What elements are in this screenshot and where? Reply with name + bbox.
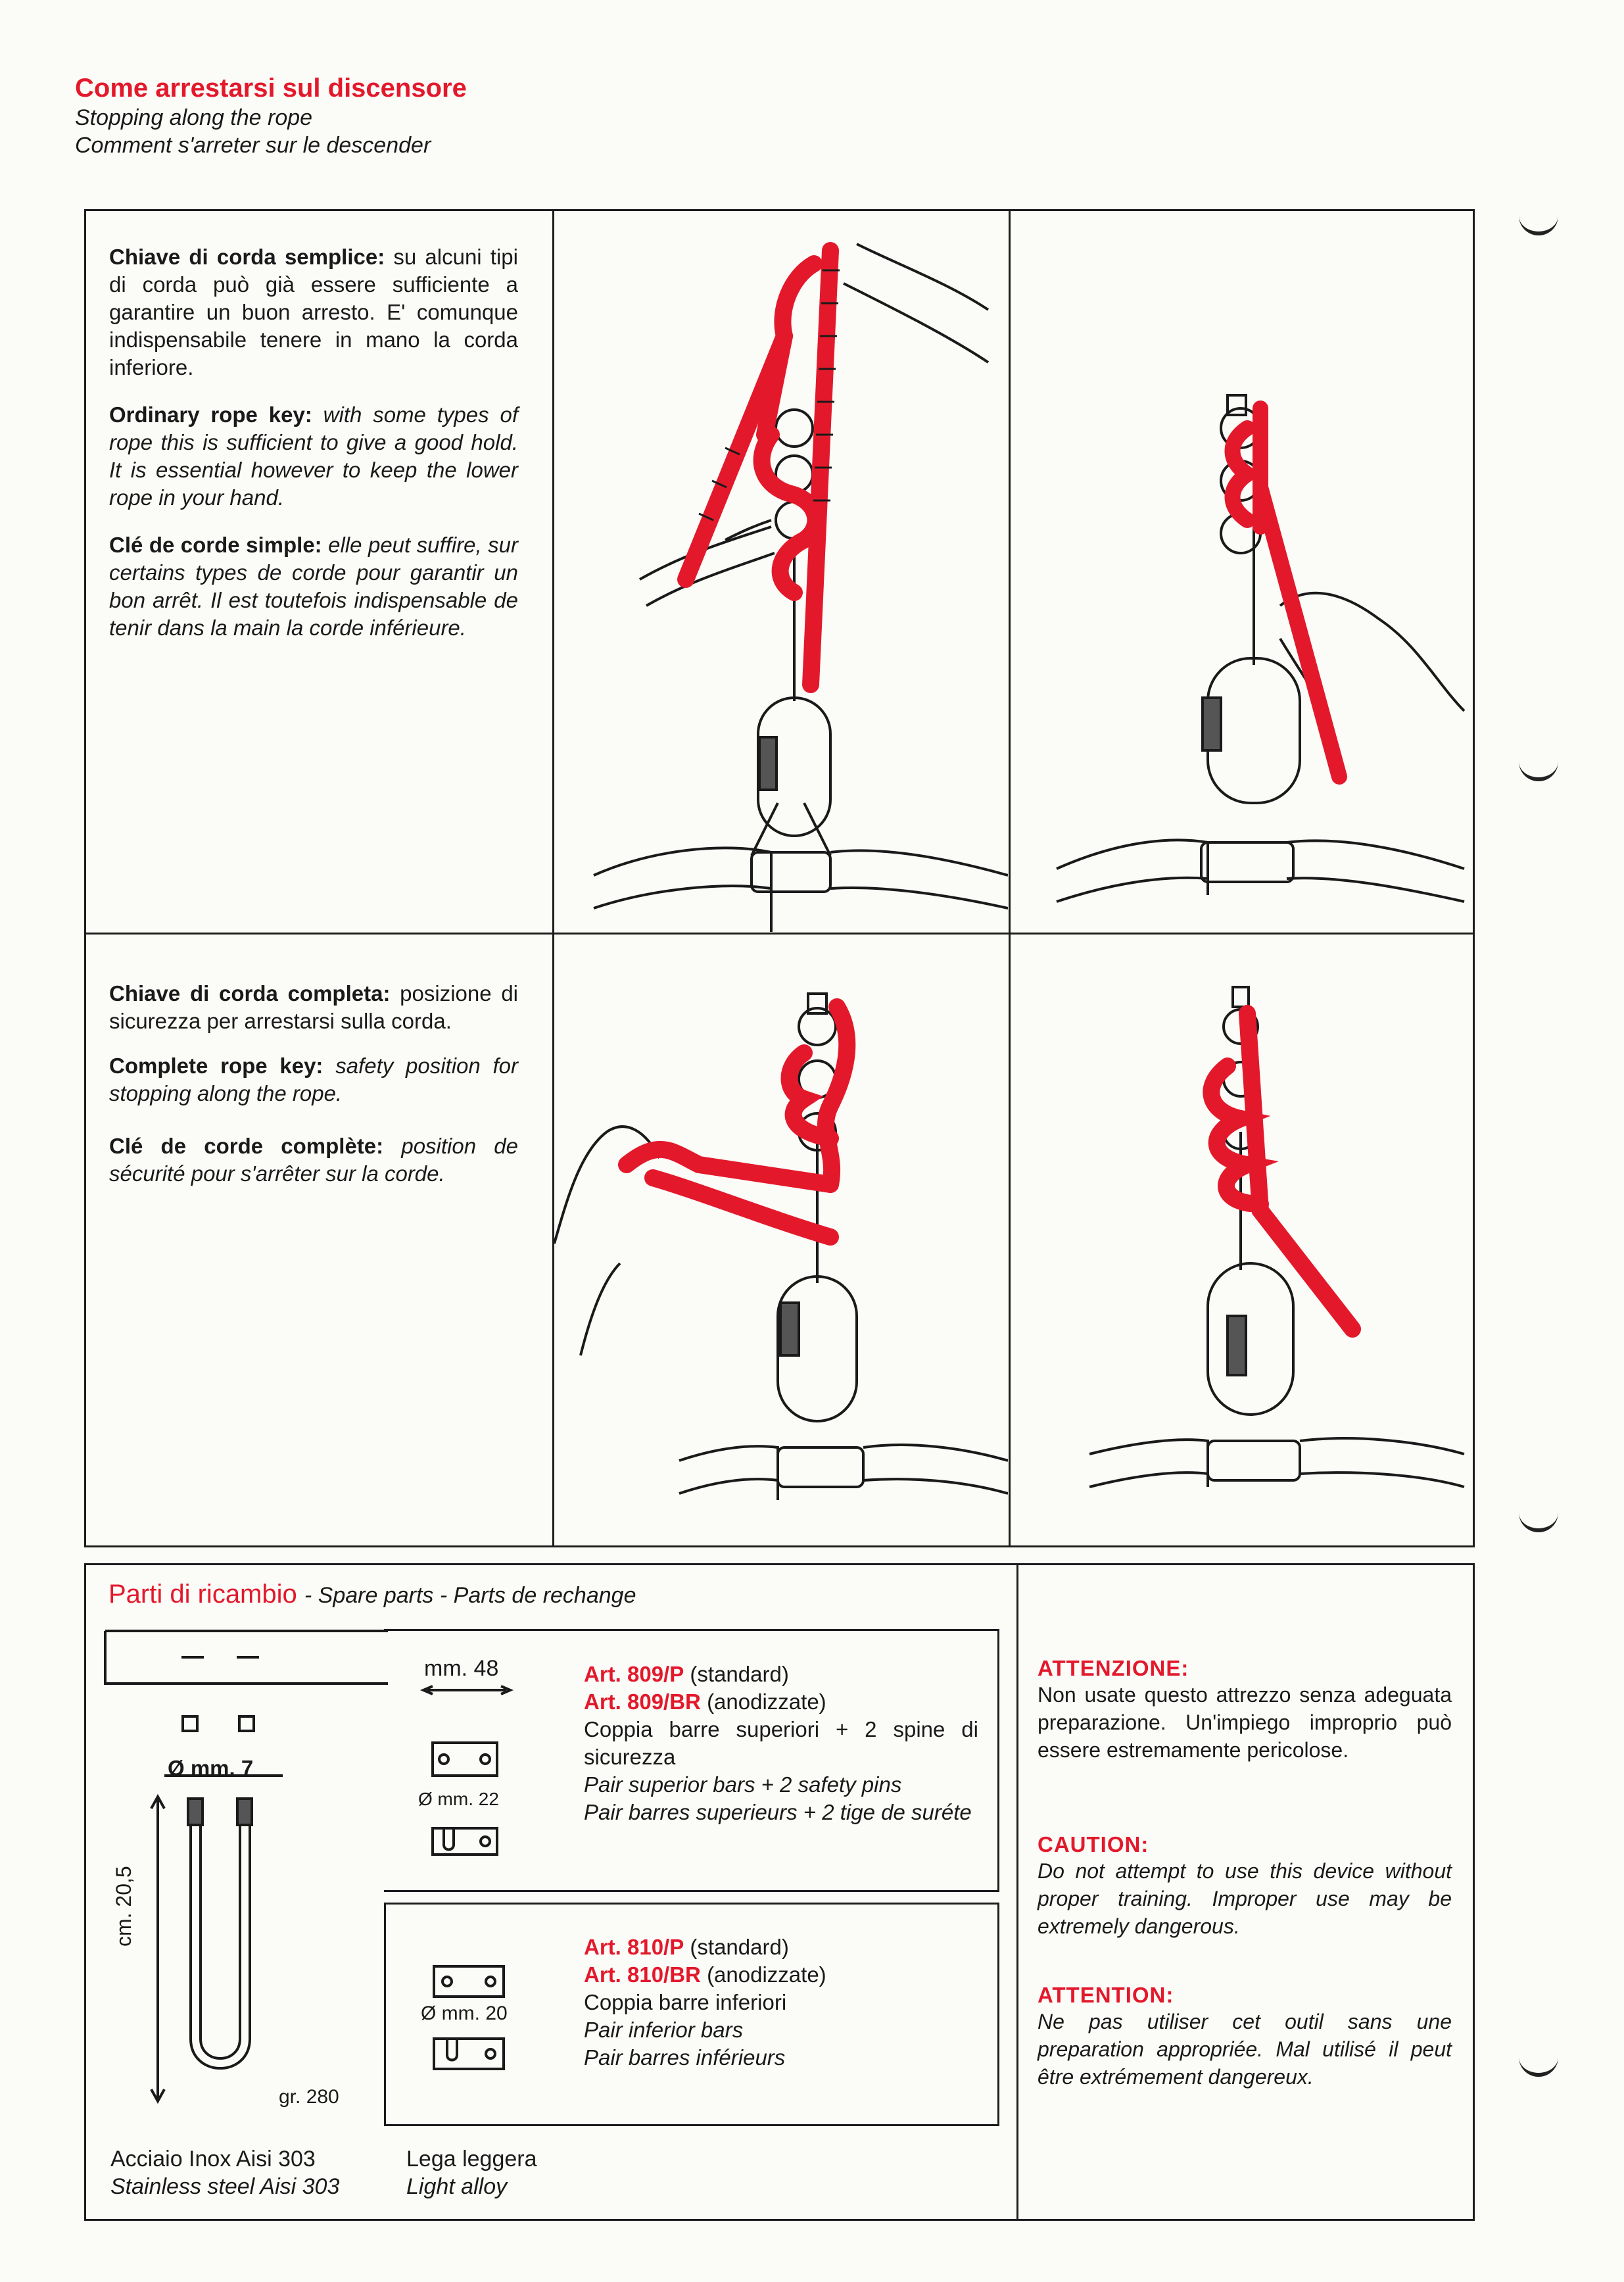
warning-en: CAUTION: Do not attempt to use this device without proper training. Improper use may be extremely dangerous. [1038, 1832, 1452, 1938]
upper-bar-drawing [414, 1684, 519, 1868]
bar-diameter-label: Ø mm. 7 [168, 1756, 254, 1780]
illustration-simple-key-side [1011, 211, 1473, 932]
punch-hole [1519, 755, 1558, 781]
illustration-simple-key-front [554, 211, 1008, 932]
top-width-label: mm. 48 [424, 1656, 499, 1681]
section1-it: Chiave di corda semplice: su alcuni tipi di corda può già essere sufficiente a garantire un buon arresto. E' comunque indispensabile tenere in mano la corda inferiore. [109, 245, 518, 379]
section1-fr: Clé de corde simple: elle peut suffire, sur certains types de corde pour garantir un bon arrêt. Il est toutefois indispensable de tenir dans la main la corde inférieure. [109, 533, 518, 640]
warning-fr: ATTENTION: Ne pas utiliser cet outil sans une preparation appropriée. Mal utilisé il peut être extrémement dangereux. [1038, 1983, 1452, 2089]
warning-it: ATTENZIONE: Non usate questo attrezzo senza adeguata preparazione. Un'impiego improprio può essere estremamente pericolose. [1038, 1656, 1452, 1762]
section2-fr: Clé de corde complète: position de sécurité pour s'arrêter sur la corde. [109, 1134, 518, 1186]
article-810-text: Art. 810/P (standard) Art. 810/BR (anodizzate) Coppia barre inferiori Pair inferior bars Pair barres inférieurs [584, 1935, 826, 2070]
top-diameter-label: Ø mm. 22 [418, 1789, 499, 1809]
bar-length-label: cm. 20,5 [112, 1866, 135, 1947]
spare-parts-heading: Parti di ricambio - Spare parts - Parts de rechange [108, 1580, 636, 1609]
lower-bar-drawing [427, 1953, 519, 2098]
page-subtitle-en: Stopping along the rope [75, 105, 313, 130]
illustration-complete-key-side [1011, 935, 1473, 1546]
illustration-complete-key-front [554, 935, 1008, 1546]
punch-hole [1519, 2051, 1558, 2077]
section2-en: Complete rope key: safety position for stopping along the rope. [109, 1054, 519, 1105]
material-alloy: Lega leggera Light alloy [406, 2147, 537, 2199]
section2-it: Chiave di corda completa: posizione di sicurezza per arrestarsi sulla corda. [109, 981, 519, 1033]
article-809-text: Art. 809/P (standard) Art. 809/BR (anodizzate) Coppia barre superiori + 2 spine di sicurezza Pair superior bars + 2 safety pins Pair barres superieurs + 2 tige de suréte [584, 1662, 978, 1824]
low-diameter-label: Ø mm. 20 [421, 2003, 508, 2024]
material-steel: Acciaio Inox Aisi 303 Stainless steel Aisi 303 [110, 2147, 340, 2199]
u-bar-drawing [99, 1624, 394, 2124]
bar-weight-label: gr. 280 [279, 2086, 339, 2108]
panel-divider [1016, 1563, 1018, 2221]
section1-en: Ordinary rope key: with some types of rope this is sufficient to give a good hold. It is essential however to keep the lower rope in your hand. [109, 402, 519, 510]
punch-hole [1519, 1506, 1558, 1532]
page-subtitle-fr: Comment s'arreter sur le descender [75, 133, 431, 158]
punch-hole [1519, 209, 1558, 235]
page-title: Come arrestarsi sul discensore [75, 74, 467, 103]
